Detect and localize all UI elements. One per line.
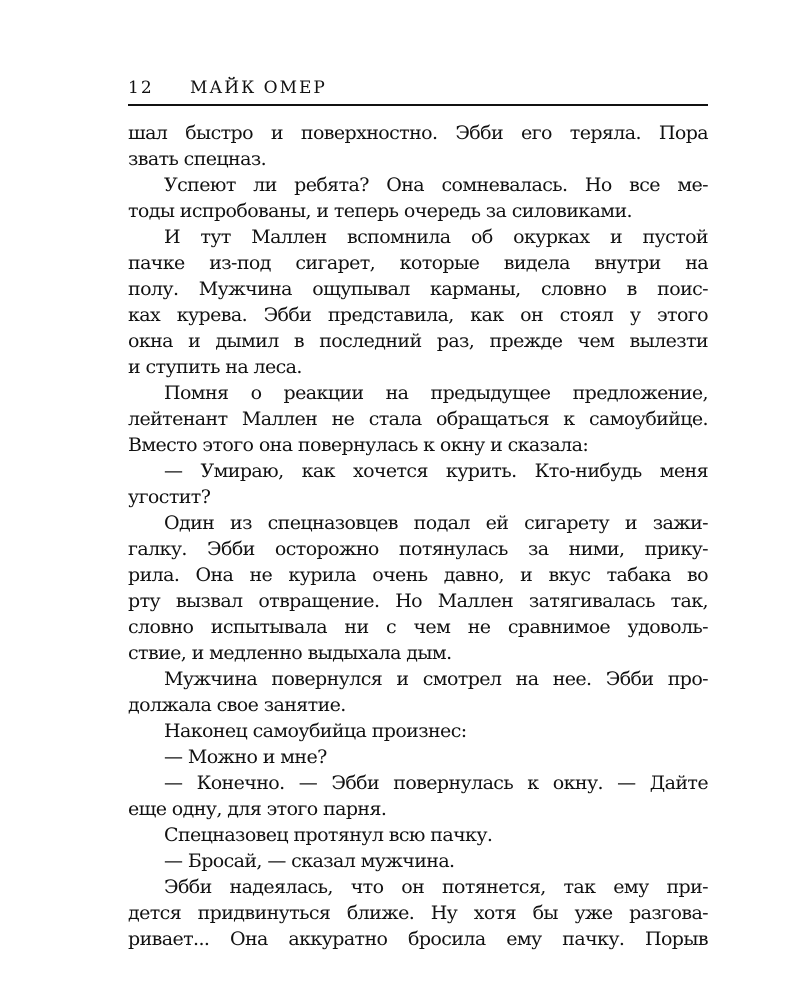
text-line: тоды испробованы, и теперь очередь за силовиками. bbox=[128, 200, 632, 222]
text-line: лейтенант Маллен не стала обращаться к самоубийце. bbox=[128, 408, 708, 430]
running-title: МАЙК ОМЕР bbox=[190, 78, 327, 98]
text-line: полу. Мужчина ощупывал карманы, словно в поис- bbox=[128, 278, 708, 300]
text-line: окна и дымил в последний раз, прежде чем вылезти bbox=[128, 330, 708, 352]
text-line: ствие, и медленно выдыхала дым. bbox=[128, 642, 452, 664]
text-line: Спецназовец протянул всю пачку. bbox=[164, 824, 493, 846]
text-line: должала свое занятие. bbox=[128, 694, 346, 716]
page-header bbox=[128, 78, 708, 106]
text-line: — Конечно. — Эбби повернулась к окну. — Дайте bbox=[164, 772, 708, 794]
book-page bbox=[128, 78, 708, 952]
text-line: и ступить на леса. bbox=[128, 356, 302, 378]
text-line: — Можно и мне? bbox=[164, 746, 327, 768]
body-text bbox=[128, 120, 708, 952]
text-line: Мужчина повернулся и смотрел на нее. Эбби про- bbox=[164, 668, 708, 690]
text-line: ривает... Она аккуратно бросила ему пачку. Порыв bbox=[128, 928, 708, 950]
text-line: И тут Маллен вспомнила об окурках и пустой bbox=[164, 226, 708, 248]
text-line: рту вызвал отвращение. Но Маллен затягивалась так, bbox=[128, 590, 708, 612]
text-line: звать спецназ. bbox=[128, 148, 267, 170]
text-line: Эбби надеялась, что он потянется, так ему при- bbox=[164, 876, 708, 898]
text-line: Наконец самоубийца произнес: bbox=[164, 720, 467, 742]
text-line: словно испытывала ни с чем не сравнимое удоволь- bbox=[128, 616, 708, 638]
text-line: рила. Она не курила очень давно, и вкус табака во bbox=[128, 564, 708, 586]
page-number: 12 bbox=[128, 78, 154, 98]
text-line: Успеют ли ребята? Она сомневалась. Но все ме- bbox=[164, 174, 708, 196]
text-line: — Умираю, как хочется курить. Кто-нибудь меня bbox=[164, 460, 708, 482]
text-line: угостит? bbox=[128, 486, 211, 508]
text-line: ках курева. Эбби представила, как он стоял у этого bbox=[128, 304, 708, 326]
text-line: пачке из-под сигарет, которые видела внутри на bbox=[128, 252, 708, 274]
text-line: еще одну, для этого парня. bbox=[128, 798, 387, 820]
text-line: — Бросай, — сказал мужчина. bbox=[164, 850, 455, 872]
text-line: шал быстро и поверхностно. Эбби его теряла. Пора bbox=[128, 122, 708, 144]
text-line: дется придвинуться ближе. Ну хотя бы уже разгова- bbox=[128, 902, 708, 924]
text-line: Один из спецназовцев подал ей сигарету и зажи- bbox=[164, 512, 708, 534]
text-line: галку. Эбби осторожно потянулась за ними, прику- bbox=[128, 538, 708, 560]
text-line: Помня о реакции на предыдущее предложение, bbox=[164, 382, 708, 404]
text-line: Вместо этого она повернулась к окну и сказала: bbox=[128, 434, 589, 456]
